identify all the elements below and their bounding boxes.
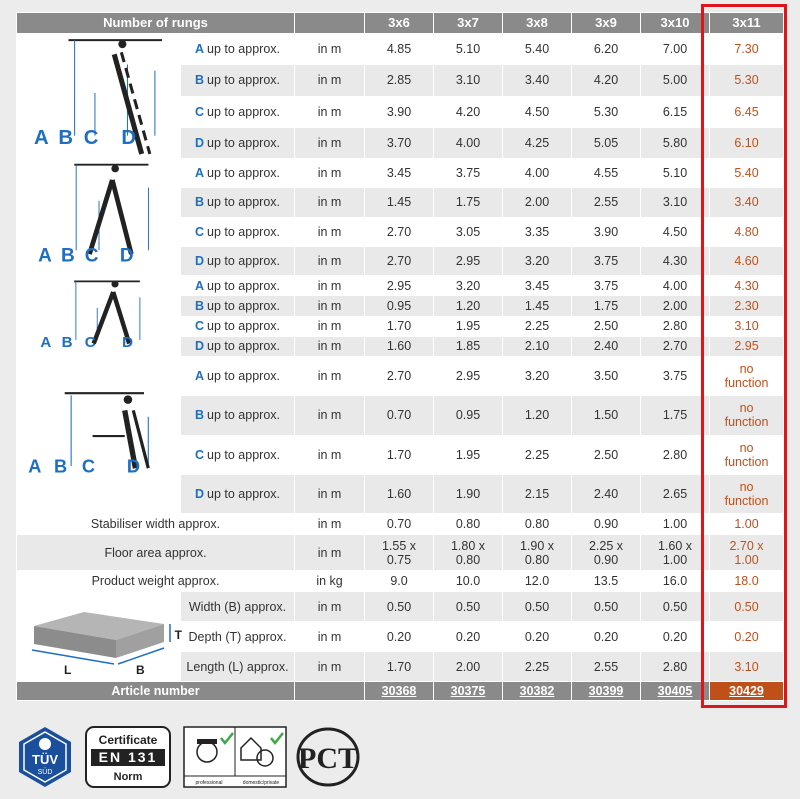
row-label: Width (B) approx. <box>181 592 295 622</box>
row-letter: C <box>195 447 205 462</box>
value-cell: 3.20 <box>434 276 503 296</box>
value-cell: 1.90 <box>434 474 503 513</box>
value-cell: 3.90 <box>572 217 641 246</box>
row-label: Product weight approx. <box>17 571 295 592</box>
value-cell: 3.75 <box>572 276 641 296</box>
row-label: A up to approx. <box>181 276 295 296</box>
value-cell: 2.40 <box>572 474 641 513</box>
value-cell: 3.50 <box>572 357 641 396</box>
value-cell: 13.5 <box>572 571 641 592</box>
value-cell: 12.0 <box>503 571 572 592</box>
row-label: C up to approx. <box>181 96 295 127</box>
row-unit: in m <box>295 435 365 474</box>
row-unit: in m <box>295 246 365 275</box>
value-cell-highlight: no function <box>710 435 784 474</box>
row-label: C up to approx. <box>181 217 295 246</box>
value-cell: 0.20 <box>641 622 710 652</box>
diagram-letter: B <box>57 126 73 149</box>
tuv-main-text: TÜV <box>32 752 58 767</box>
row-label: C up to approx. <box>181 435 295 474</box>
value-cell: 7.00 <box>641 34 710 65</box>
row-unit: in m <box>295 336 365 356</box>
value-cell: 2.55 <box>572 188 641 217</box>
value-cell: 4.55 <box>572 159 641 188</box>
box-label-l: L <box>63 662 71 677</box>
row-unit: in m <box>295 357 365 396</box>
tuv-sub-text: SÜD <box>37 769 53 776</box>
row-letter: B <box>195 73 205 88</box>
value-cell: 1.75 <box>572 296 641 316</box>
col-header-highlight: 3x11 <box>710 13 784 34</box>
row-label: B up to approx. <box>181 188 295 217</box>
row-letter: A <box>195 166 205 181</box>
value-cell: 1.85 <box>434 336 503 356</box>
value-cell: 5.00 <box>641 65 710 96</box>
value-cell: 0.70 <box>365 396 434 435</box>
row-unit: in m <box>295 296 365 316</box>
col-header: 3x7 <box>434 13 503 34</box>
row-label: Floor area approx. <box>17 535 295 571</box>
value-cell: 1.20 <box>434 296 503 316</box>
package-diagram <box>17 592 181 682</box>
weight-row <box>17 571 784 592</box>
value-cell: 0.50 <box>710 592 784 622</box>
col-header: 3x8 <box>503 13 572 34</box>
row-label: Length (L) approx. <box>181 652 295 682</box>
diagram-letter: C <box>83 126 98 149</box>
value-cell: 0.20 <box>572 622 641 652</box>
value-cell: 0.50 <box>434 592 503 622</box>
ladder-config-icon <box>24 276 174 356</box>
row-unit: in m <box>295 159 365 188</box>
value-cell: 2.00 <box>641 296 710 316</box>
row-letter: A <box>195 42 205 57</box>
value-cell: 3.10 <box>710 316 784 336</box>
col-header: 3x6 <box>365 13 434 34</box>
row-letter: D <box>195 253 205 268</box>
value-cell: 4.00 <box>434 127 503 158</box>
row-unit: in m <box>295 34 365 65</box>
col-header: 3x10 <box>641 13 710 34</box>
article-number-link[interactable]: 30375 <box>434 682 503 701</box>
col-header: 3x9 <box>572 13 641 34</box>
value-cell: 2.70 <box>365 357 434 396</box>
value-cell: 3.70 <box>365 127 434 158</box>
header-row <box>17 13 784 34</box>
value-cell: 1.70 <box>365 316 434 336</box>
value-cell: 4.25 <box>503 127 572 158</box>
box-label-t: T <box>174 627 182 642</box>
value-cell: 3.45 <box>365 159 434 188</box>
spec-table <box>16 12 784 701</box>
value-cell: 2.95 <box>710 336 784 356</box>
diagram-letter: D <box>126 456 140 477</box>
value-cell: 5.30 <box>572 96 641 127</box>
row-label: A up to approx. <box>181 357 295 396</box>
row-letter: D <box>195 135 205 150</box>
ladder-diagram <box>17 159 181 276</box>
row-unit: in m <box>295 652 365 682</box>
value-cell: 5.40 <box>710 159 784 188</box>
row-unit: in m <box>295 217 365 246</box>
value-cell: 0.20 <box>365 622 434 652</box>
value-cell: 0.50 <box>641 592 710 622</box>
row-label: Stabiliser width approx. <box>17 514 295 535</box>
row-letter: A <box>195 369 205 384</box>
article-spacer <box>295 682 365 701</box>
article-number-link[interactable]: 30429 <box>710 682 784 701</box>
value-cell: 2.25 x 0.90 <box>572 535 641 571</box>
row-unit: in m <box>295 622 365 652</box>
cert-sub-text: Norm <box>113 771 143 783</box>
row-letter: B <box>195 195 205 210</box>
value-cell: 4.00 <box>641 276 710 296</box>
ladder-config-icon <box>24 357 174 513</box>
row-unit: in m <box>295 474 365 513</box>
row-unit: in m <box>295 188 365 217</box>
value-cell: 1.70 <box>365 435 434 474</box>
en131-certificate-icon <box>85 726 171 788</box>
value-cell: 3.40 <box>503 65 572 96</box>
value-cell: 3.10 <box>710 652 784 682</box>
value-cell: 0.80 <box>503 514 572 535</box>
ladder-config-icon <box>24 34 174 158</box>
value-cell: 2.70 <box>365 246 434 275</box>
table-row <box>17 159 784 188</box>
value-cell: 4.50 <box>641 217 710 246</box>
value-cell: 2.85 <box>365 65 434 96</box>
value-cell: 1.60 <box>365 336 434 356</box>
value-cell: 1.00 <box>710 514 784 535</box>
row-unit: in m <box>295 396 365 435</box>
row-letter: C <box>195 224 205 239</box>
value-cell: 3.75 <box>641 357 710 396</box>
value-cell: 2.95 <box>434 246 503 275</box>
value-cell: 4.00 <box>503 159 572 188</box>
value-cell: 5.05 <box>572 127 641 158</box>
cert-norm-text: EN 131 <box>98 749 158 765</box>
row-label: Depth (T) approx. <box>181 622 295 652</box>
article-number-link[interactable]: 30368 <box>365 682 434 701</box>
value-cell: 0.80 <box>434 514 503 535</box>
row-label: C up to approx. <box>181 316 295 336</box>
value-cell: 1.95 <box>434 316 503 336</box>
value-cell: 1.60 x 1.00 <box>641 535 710 571</box>
value-cell: 0.20 <box>710 622 784 652</box>
value-cell: 2.70 <box>365 217 434 246</box>
value-cell: 2.65 <box>641 474 710 513</box>
package-row <box>17 592 784 622</box>
value-cell: 1.75 <box>641 396 710 435</box>
value-cell: 3.10 <box>641 188 710 217</box>
stabiliser-row <box>17 514 784 535</box>
value-cell-highlight: no function <box>710 474 784 513</box>
row-unit: in m <box>295 127 365 158</box>
row-letter: A <box>195 278 205 293</box>
usage-icon <box>183 726 287 788</box>
row-label: B up to approx. <box>181 65 295 96</box>
diagram-letter: C <box>81 456 95 477</box>
value-cell: 3.10 <box>434 65 503 96</box>
value-cell: 3.90 <box>365 96 434 127</box>
value-cell: 4.85 <box>365 34 434 65</box>
value-cell: 1.70 <box>365 652 434 682</box>
row-unit: in m <box>295 514 365 535</box>
usage-right-text: domestic/private <box>242 780 280 786</box>
row-label: A up to approx. <box>181 34 295 65</box>
value-cell: 1.90 x 0.80 <box>503 535 572 571</box>
value-cell: 2.30 <box>710 296 784 316</box>
row-letter: C <box>195 319 205 334</box>
row-label: B up to approx. <box>181 396 295 435</box>
value-cell: 1.60 <box>365 474 434 513</box>
diagram-letter: B <box>53 456 67 477</box>
diagram-letter: A <box>33 126 49 149</box>
value-cell: 16.0 <box>641 571 710 592</box>
value-cell: 0.95 <box>365 296 434 316</box>
value-cell: 1.95 <box>434 435 503 474</box>
value-cell: 2.70 x 1.00 <box>710 535 784 571</box>
value-cell: 9.0 <box>365 571 434 592</box>
diagram-letter: A <box>39 334 51 352</box>
value-cell: 3.35 <box>503 217 572 246</box>
usage-left-text: professional <box>195 780 223 786</box>
value-cell-highlight: no function <box>710 357 784 396</box>
value-cell: 1.20 <box>503 396 572 435</box>
value-cell: 0.50 <box>572 592 641 622</box>
row-label: D up to approx. <box>181 474 295 513</box>
value-cell: 2.95 <box>365 276 434 296</box>
diagram-letter: A <box>37 245 52 267</box>
value-cell: 1.75 <box>434 188 503 217</box>
article-label: Article number <box>17 682 295 701</box>
value-cell: 2.40 <box>572 336 641 356</box>
ladder-diagram <box>17 276 181 357</box>
row-unit: in m <box>295 592 365 622</box>
value-cell: 2.00 <box>503 188 572 217</box>
value-cell: 3.05 <box>434 217 503 246</box>
article-number-link[interactable]: 30399 <box>572 682 641 701</box>
package-box-icon <box>24 594 182 680</box>
value-cell: 5.30 <box>710 65 784 96</box>
value-cell: 0.20 <box>434 622 503 652</box>
row-label: A up to approx. <box>181 159 295 188</box>
row-label: D up to approx. <box>181 336 295 356</box>
row-label: D up to approx. <box>181 246 295 275</box>
floor-row <box>17 535 784 571</box>
diagram-letter: B <box>61 334 73 352</box>
value-cell: 4.50 <box>503 96 572 127</box>
value-cell: 0.95 <box>434 396 503 435</box>
value-cell: 2.10 <box>503 336 572 356</box>
value-cell: 6.15 <box>641 96 710 127</box>
value-cell: 1.45 <box>365 188 434 217</box>
value-cell: 5.10 <box>434 34 503 65</box>
value-cell: 4.30 <box>641 246 710 275</box>
value-cell: 7.30 <box>710 34 784 65</box>
diagram-letter: A <box>27 456 41 477</box>
ladder-diagram <box>17 34 181 159</box>
article-number-link[interactable]: 30405 <box>641 682 710 701</box>
box-label-b: B <box>135 662 145 677</box>
value-cell: 4.60 <box>710 246 784 275</box>
cert-title-text: Certificate <box>98 733 158 747</box>
header-title: Number of rungs <box>17 13 295 34</box>
header-unit-spacer <box>295 13 365 34</box>
ladder-diagram <box>17 357 181 514</box>
tuv-badge-icon <box>14 726 76 788</box>
row-unit: in m <box>295 316 365 336</box>
value-cell: 1.50 <box>572 396 641 435</box>
diagram-letter: D <box>120 126 136 149</box>
article-row <box>17 682 784 701</box>
value-cell: 18.0 <box>710 571 784 592</box>
row-unit: in m <box>295 65 365 96</box>
value-cell: 5.80 <box>641 127 710 158</box>
value-cell: 2.00 <box>434 652 503 682</box>
value-cell: 10.0 <box>434 571 503 592</box>
row-label: B up to approx. <box>181 296 295 316</box>
diagram-letter: D <box>121 334 133 352</box>
gost-text: PCT <box>298 742 358 775</box>
value-cell: 6.10 <box>710 127 784 158</box>
table-row <box>17 357 784 396</box>
row-letter: D <box>195 339 205 354</box>
value-cell: 4.30 <box>710 276 784 296</box>
value-cell: 5.10 <box>641 159 710 188</box>
gost-icon <box>294 726 366 788</box>
diagram-letter: C <box>84 334 96 352</box>
value-cell: 1.55 x 0.75 <box>365 535 434 571</box>
value-cell: 2.80 <box>641 652 710 682</box>
value-cell-highlight: no function <box>710 396 784 435</box>
value-cell: 5.40 <box>503 34 572 65</box>
value-cell: 2.95 <box>434 357 503 396</box>
value-cell: 1.00 <box>641 514 710 535</box>
diagram-letter: B <box>60 245 75 267</box>
value-cell: 4.20 <box>572 65 641 96</box>
row-letter: C <box>195 104 205 119</box>
value-cell: 0.50 <box>503 592 572 622</box>
table-row <box>17 34 784 65</box>
table-row <box>17 276 784 296</box>
value-cell: 6.45 <box>710 96 784 127</box>
row-unit: in m <box>295 276 365 296</box>
diagram-letter: D <box>119 245 134 267</box>
value-cell: 2.80 <box>641 435 710 474</box>
row-unit: in kg <box>295 571 365 592</box>
value-cell: 3.40 <box>710 188 784 217</box>
value-cell: 1.45 <box>503 296 572 316</box>
value-cell: 2.55 <box>572 652 641 682</box>
value-cell: 2.50 <box>572 435 641 474</box>
value-cell: 2.25 <box>503 316 572 336</box>
value-cell: 2.70 <box>641 336 710 356</box>
row-label: D up to approx. <box>181 127 295 158</box>
value-cell: 4.80 <box>710 217 784 246</box>
value-cell: 3.20 <box>503 246 572 275</box>
row-letter: B <box>195 408 205 423</box>
value-cell: 0.20 <box>503 622 572 652</box>
value-cell: 3.75 <box>572 246 641 275</box>
ladder-config-icon <box>24 159 174 275</box>
value-cell: 4.20 <box>434 96 503 127</box>
value-cell: 6.20 <box>572 34 641 65</box>
value-cell: 0.90 <box>572 514 641 535</box>
diagram-letter: C <box>84 245 98 267</box>
value-cell: 3.45 <box>503 276 572 296</box>
row-unit: in m <box>295 96 365 127</box>
article-number-link[interactable]: 30382 <box>503 682 572 701</box>
value-cell: 3.20 <box>503 357 572 396</box>
value-cell: 1.80 x 0.80 <box>434 535 503 571</box>
row-letter: D <box>195 486 205 501</box>
value-cell: 2.15 <box>503 474 572 513</box>
value-cell: 2.80 <box>641 316 710 336</box>
value-cell: 2.25 <box>503 652 572 682</box>
value-cell: 0.70 <box>365 514 434 535</box>
value-cell: 3.75 <box>434 159 503 188</box>
value-cell: 0.50 <box>365 592 434 622</box>
row-unit: in m <box>295 535 365 571</box>
row-letter: B <box>195 298 205 313</box>
value-cell: 2.25 <box>503 435 572 474</box>
value-cell: 2.50 <box>572 316 641 336</box>
